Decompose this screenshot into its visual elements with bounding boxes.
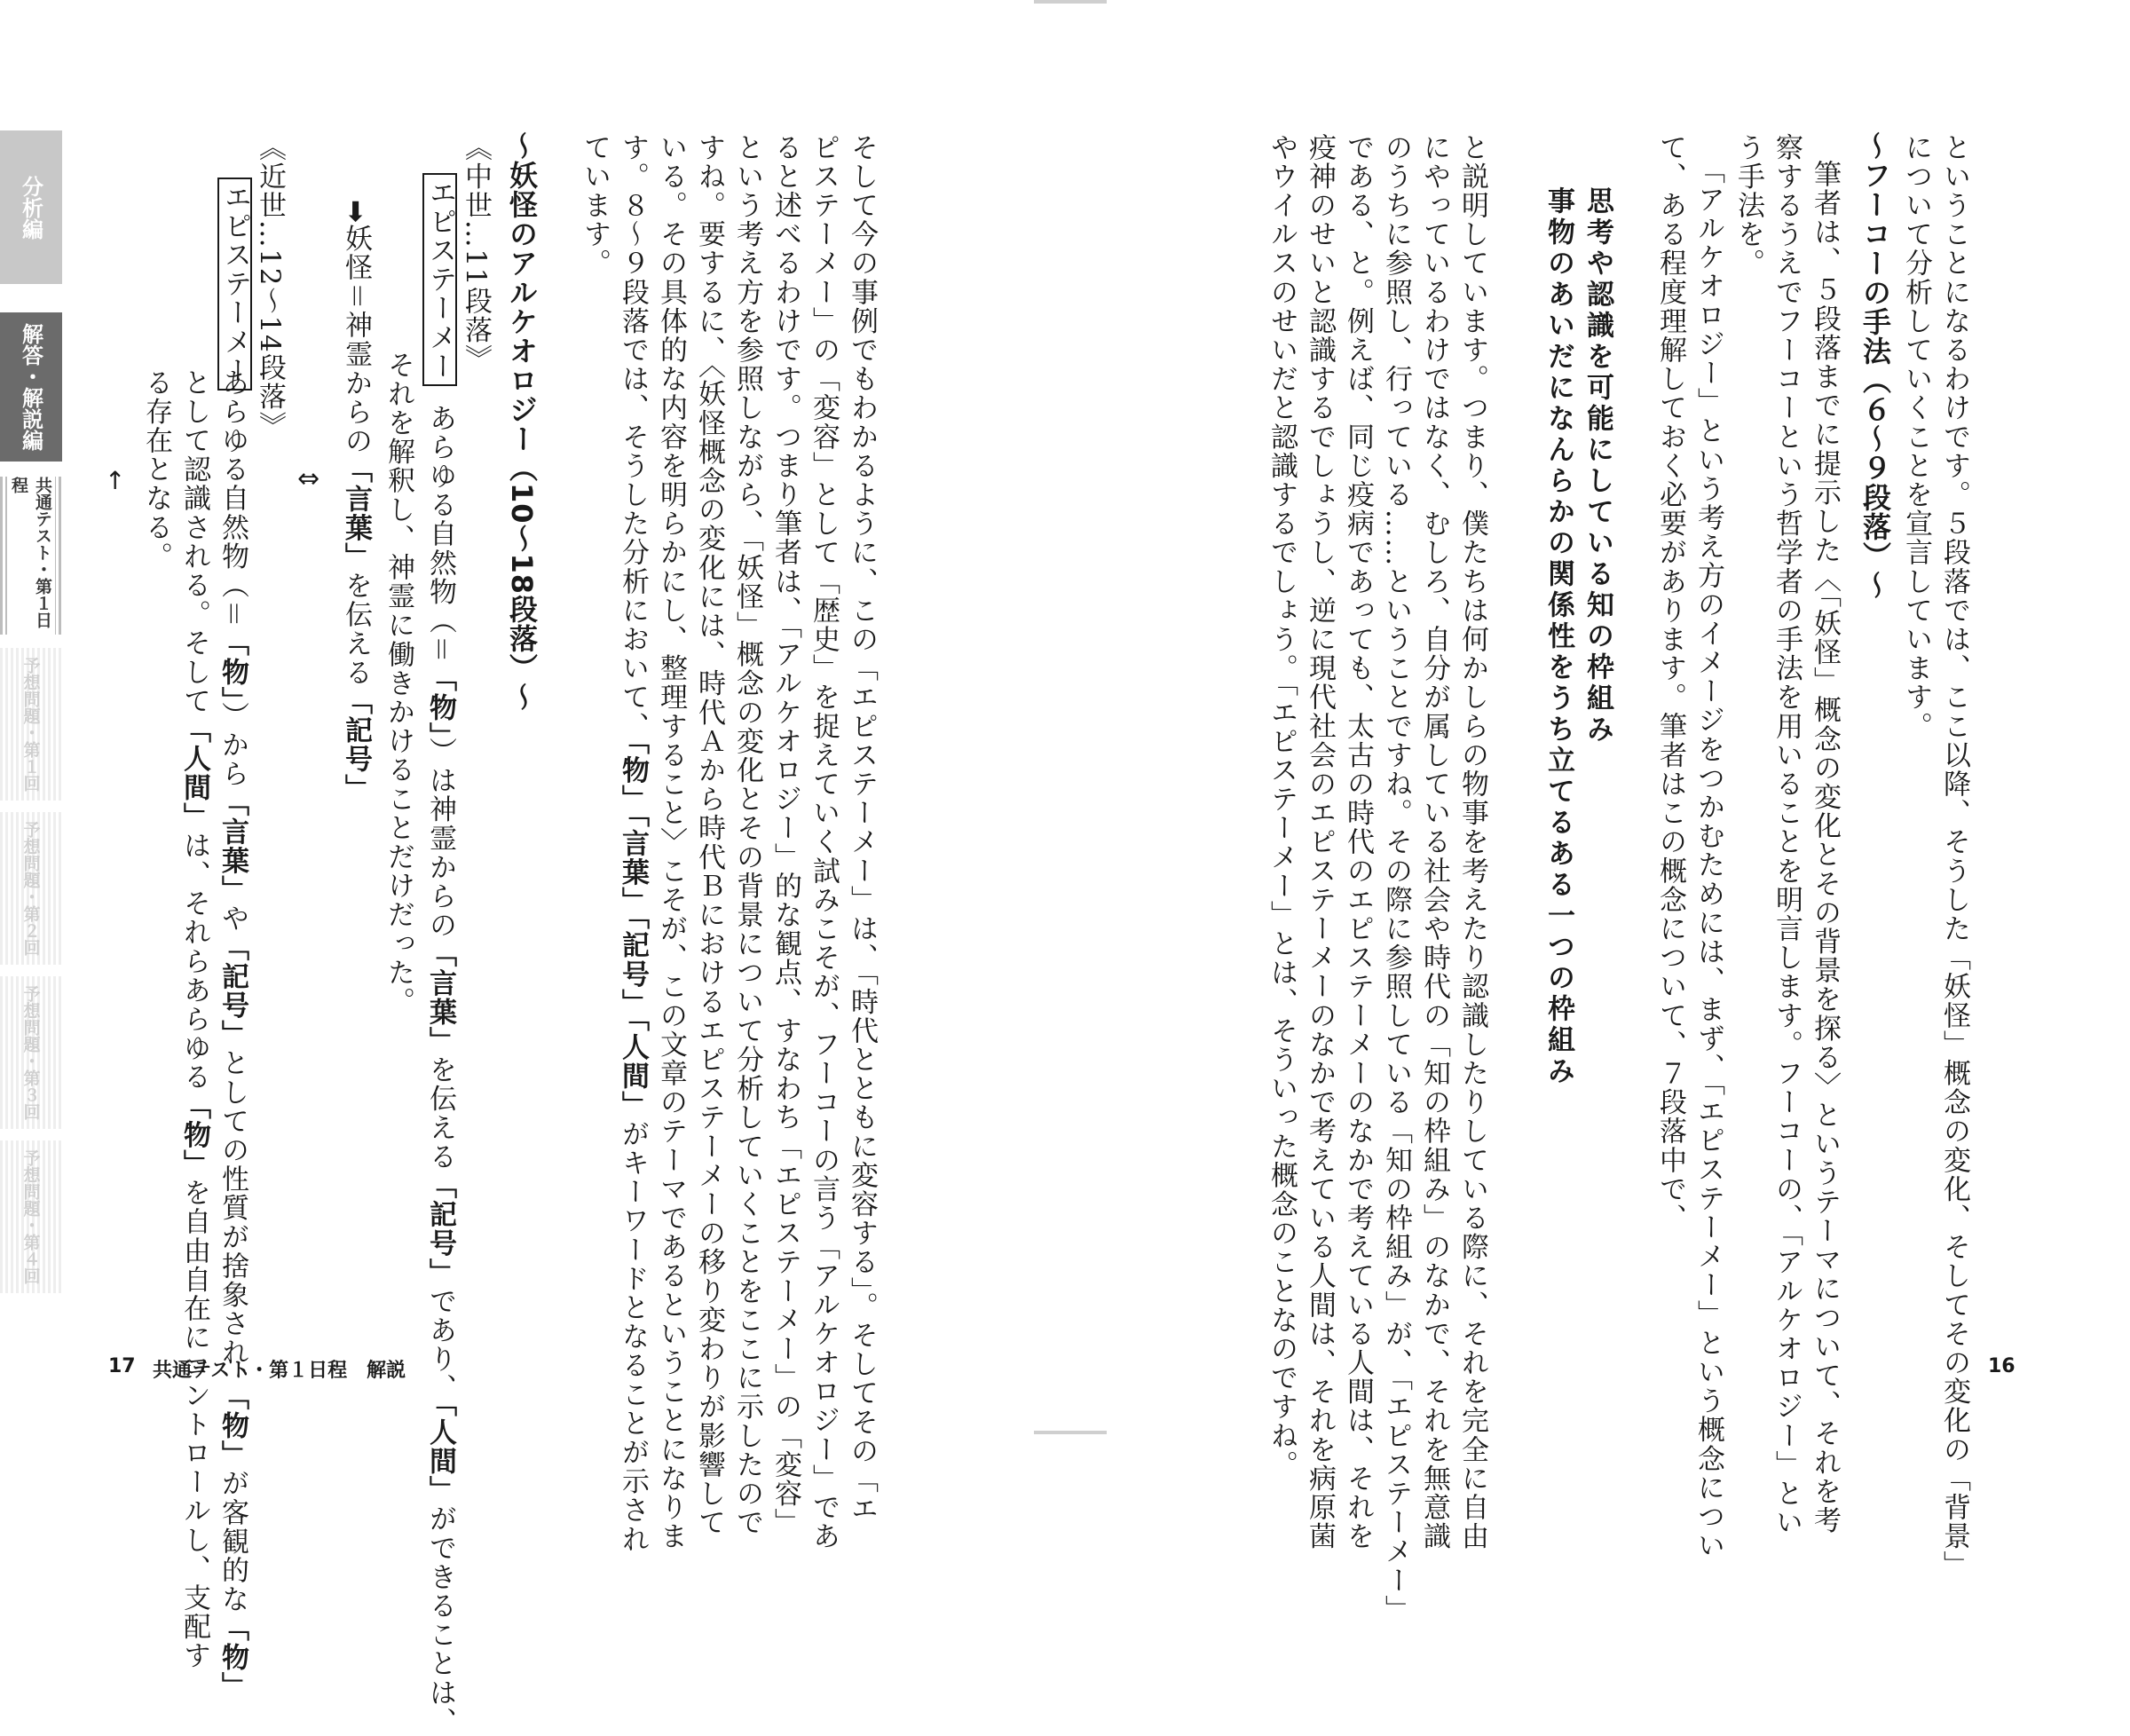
bottom-gutter-mark xyxy=(1034,1431,1107,1434)
text-run xyxy=(426,404,454,1736)
keyword: 「記号」 xyxy=(424,1171,456,1288)
up-arrow-icon: ↑ xyxy=(105,466,126,495)
keyword: 「記号」 xyxy=(340,687,372,803)
double-arrow-icon: ⇔ xyxy=(297,463,320,494)
text-column: それを解釈し、神霊に働きかけることだけだった。 xyxy=(383,351,414,1016)
text-run: を伝える xyxy=(424,1055,456,1172)
section-heading: ～フーコーの手法（６～９段落）～ xyxy=(1858,131,1892,600)
text-column: という考え方を参照しながら、「妖怪」概念の変化とその背景について分析していくことをここに示したので xyxy=(731,133,763,1537)
text-column: 察するうえでフーコーという哲学者の手法を用いることを明言します。フーコーの、「アルケオロジー」とい xyxy=(1771,133,1803,1537)
text-run: であり、 xyxy=(424,1287,456,1403)
text-column: にやっているわけではなく、むしろ、自分が属している社会や時代の「知の枠組み」のなかで、それを無意識 xyxy=(1418,133,1450,1551)
text-column: のうちに参照し、行っている……ということですね。その際に参照している「知の枠組み」が、「エピステーメー」 xyxy=(1380,133,1412,1624)
text-run: 妖怪＝神霊からの xyxy=(340,224,372,456)
text-run: ）は神霊からの xyxy=(424,737,456,941)
tab-label: 予想問題・第４回 xyxy=(20,1149,41,1284)
text-column xyxy=(180,368,208,1670)
text-column: ということになるわけです。５段落では、ここ以降、そうした「妖怪」概念の変化、そしてその変化の「背景」 xyxy=(1938,133,1970,1580)
text-run: ）から xyxy=(217,701,248,789)
tab-label: 分析編 xyxy=(18,175,43,240)
keyword: 「物」 xyxy=(217,1396,248,1470)
keyword: 「言葉」 xyxy=(340,455,372,572)
text-column: すね。要するに、〈妖怪概念の変化には、時代Ａから時代Ｂにおけるエピステーメーの移り変わりが影響して xyxy=(693,133,725,1537)
text-column: について分析していくことを宣言しています。 xyxy=(1900,133,1932,741)
right-arrow-icon: ➡ xyxy=(340,200,372,225)
episteme-block-chusei xyxy=(422,173,457,1736)
text-run: あらゆる自然物（＝ xyxy=(424,404,456,665)
text-run: が客観的な xyxy=(217,1469,248,1614)
keyword: 「人間」 xyxy=(178,715,210,832)
top-gutter-mark xyxy=(1034,0,1107,4)
index-tab-yoso-1[interactable] xyxy=(0,648,62,801)
tab-label: 予想問題・第１回 xyxy=(20,657,41,792)
index-tab-yoso-4[interactable] xyxy=(0,1140,62,1293)
era-heading-kinsei: 《近世…12～14段落》 xyxy=(254,133,286,441)
keywords: 「物」「言葉」「記号」「人間」 xyxy=(617,740,649,1120)
episteme-label-box: エピステーメー xyxy=(217,178,252,391)
index-tab-kaito[interactable] xyxy=(0,312,62,462)
text-run: を自由自在にコントロールし、支配す xyxy=(178,1178,210,1671)
episteme-block-kinsei xyxy=(217,178,252,391)
tab-label: 予想問題・第２回 xyxy=(20,821,41,956)
definition-line: 思考や認識を可能にしている知の枠組み xyxy=(1582,186,1613,746)
text-run: ができることは、 xyxy=(424,1504,456,1736)
section-heading: ～妖怪のアルケオロジー（10～18段落）～ xyxy=(505,131,539,713)
text-column: る存在となる。 xyxy=(140,368,172,572)
tab-label: 解答・解説編 xyxy=(18,323,43,451)
keyword: 「物」 xyxy=(217,628,248,702)
text-column: やウイルスのせいだと認識するでしょう。「エピステーメー」とは、そういった概念のことなのですね。 xyxy=(1266,133,1298,1480)
yokai-definition-chusei xyxy=(340,200,372,803)
keyword: 「言葉」 xyxy=(217,788,248,904)
text-column: である、と。例えば、同じ疫病であっても、太古の時代のエピステーメーのなかで考えている人間は、それを xyxy=(1342,133,1374,1551)
index-tab-bunseki[interactable] xyxy=(0,130,62,284)
definition-line: 事物のあいだになんらかの関係性をうち立てるある一つの枠組み xyxy=(1542,186,1574,1087)
page-number-left: 17 xyxy=(108,1355,136,1377)
index-tab-kyotsu-day1[interactable] xyxy=(0,477,62,635)
text-column: と説明しています。つまり、僕たちは何かしらの物事を考えたり認識したりしている際に、それを完全に自由 xyxy=(1456,133,1488,1551)
text-column: う手法を。 xyxy=(1732,133,1764,278)
text-run: は、それらあらゆる xyxy=(178,831,210,1093)
index-tab-yoso-3[interactable] xyxy=(0,976,62,1129)
index-tab-yoso-2[interactable] xyxy=(0,812,62,965)
text-run: す。８～９段落では、そうした分析において、 xyxy=(617,133,649,741)
text-column xyxy=(617,133,649,1554)
text-column: ると述べるわけです。つまり筆者は、「アルケオロジー」的な観点、すなわち「エピステーメー」の「変容」 xyxy=(769,133,801,1537)
running-footer: 共通テスト・第１日程 解説 xyxy=(153,1360,406,1382)
episteme-label-box: エピステーメー xyxy=(422,173,457,386)
text-column: 「アルケオロジー」という考え方のイメージをつかむためには、まず、「エピステーメー」という概念につい xyxy=(1692,156,1724,1560)
text-column: いる。その具体的な内容を明らかにし、整理すること〉こそが、この文章のテーマであるということになりま xyxy=(655,133,687,1551)
tab-label: 予想問題・第３回 xyxy=(20,985,41,1120)
text-column: 筆者は、５段落までに提示した〈「妖怪」概念の変化とその背景を探る〉というテーマについて、それを考 xyxy=(1809,160,1841,1535)
text-run: として認識される。そして xyxy=(178,368,210,716)
keyword: 「言葉」 xyxy=(424,940,456,1056)
text-run: や xyxy=(217,904,248,934)
text-column: そして今の事例でもわかるように、この「エピステーメー」は、「時代とともに変容する」。そしてその「エ xyxy=(846,133,878,1524)
text-run: あらゆる自然物（＝ xyxy=(217,368,248,629)
era-heading-chusei: 《中世…11段落》 xyxy=(460,133,492,374)
text-run: を伝える xyxy=(340,571,372,688)
text-column: ています。 xyxy=(579,133,611,278)
text-column: 疫神のせいと認識するでしょうし、逆に現代社会のエピステーメーのなかで考えている人間は、それを病原菌 xyxy=(1304,133,1336,1551)
keyword: 「人間」 xyxy=(424,1402,456,1505)
text-run: としての性質が捨象され、 xyxy=(217,1048,248,1397)
text-run: がキーワードとなることが示され xyxy=(617,1119,649,1554)
tab-label: 共通テスト・第１日程 xyxy=(7,477,55,635)
text-column: ピステーメー」の「変容」として「歴史」を捉えていく試みこそが、フーコーの言う「アルケオロジー」であ xyxy=(808,133,840,1551)
keyword: 「物」 xyxy=(178,1092,210,1179)
text-column xyxy=(218,368,246,1700)
page-number-right: 16 xyxy=(1988,1355,2016,1377)
keyword: 「物」 xyxy=(424,664,456,738)
keyword: 「物」 xyxy=(217,1614,248,1701)
text-column: て、ある程度理解しておく必要があります。筆者はこの概念について、７段落中で、 xyxy=(1654,133,1686,1233)
keyword: 「記号」 xyxy=(217,933,248,1049)
